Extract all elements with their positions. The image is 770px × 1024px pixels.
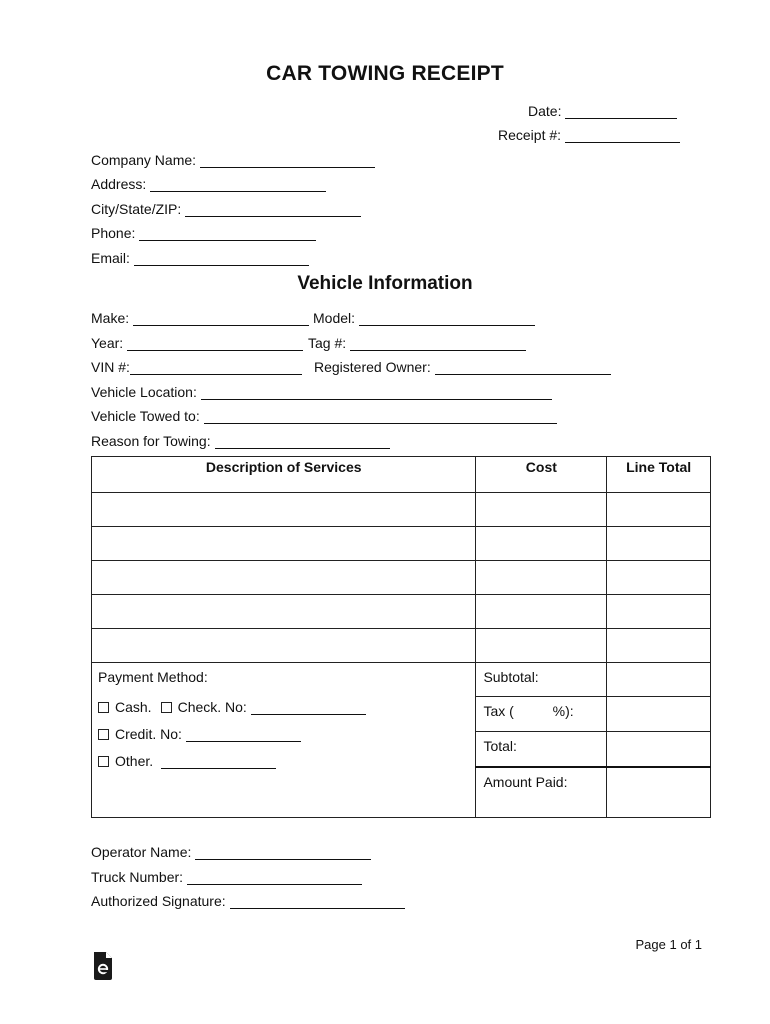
vehicle-location-line[interactable]: [201, 387, 552, 400]
reason-for-towing-line[interactable]: [215, 436, 390, 449]
payment-credit-line: [98, 726, 469, 742]
company-name-line[interactable]: [200, 155, 375, 168]
line-total-header: Line Total: [607, 457, 711, 493]
description-cell[interactable]: [92, 595, 476, 629]
date-label: Date:: [528, 103, 562, 119]
vin-label: VIN #:: [91, 359, 130, 375]
line-total-cell[interactable]: [607, 493, 711, 527]
model-label: Model:: [313, 310, 356, 326]
page-number: Page 1 of 1: [635, 937, 702, 952]
table-row[interactable]: [92, 561, 711, 595]
other-checkbox[interactable]: [98, 756, 109, 767]
date-line[interactable]: [565, 106, 677, 119]
description-cell[interactable]: [92, 527, 476, 561]
vehicle-location-label: Vehicle Location:: [91, 384, 197, 400]
registered-owner-field[interactable]: [314, 359, 611, 375]
receipt-number-field[interactable]: [498, 127, 680, 143]
services-table: [91, 456, 711, 818]
description-cell[interactable]: [92, 561, 476, 595]
table-row[interactable]: [92, 493, 711, 527]
city-state-zip-label: City/State/ZIP:: [91, 201, 182, 217]
receipt-number-label: Receipt #:: [498, 127, 562, 143]
tax-label: Tax ( %):: [476, 697, 607, 732]
authorized-signature-field[interactable]: [91, 893, 405, 909]
payment-method-label: Payment Method:: [98, 669, 208, 685]
check-checkbox[interactable]: [161, 702, 172, 713]
registered-owner-line[interactable]: [435, 362, 611, 375]
operator-name-label: Operator Name:: [91, 844, 192, 860]
subtotal-value-cell[interactable]: [607, 663, 711, 697]
table-row[interactable]: [92, 629, 711, 663]
description-header: Description of Services: [92, 457, 476, 493]
table-row[interactable]: [92, 527, 711, 561]
authorized-signature-line[interactable]: [230, 896, 405, 909]
line-total-cell[interactable]: [607, 595, 711, 629]
payment-cash-check-line: [98, 699, 469, 715]
payment-other-line: [98, 753, 469, 769]
amount-paid-value-cell[interactable]: [607, 767, 711, 818]
cash-label: Cash.: [115, 699, 152, 715]
total-value-cell[interactable]: [607, 732, 711, 767]
year-field[interactable]: [91, 335, 303, 351]
address-label: Address:: [91, 176, 147, 192]
table-header-row: [92, 457, 711, 493]
subtotal-label: Subtotal:: [476, 663, 607, 697]
check-label: Check. No:: [177, 699, 247, 715]
vin-field[interactable]: [91, 359, 302, 375]
email-field[interactable]: [91, 250, 309, 266]
city-state-zip-line[interactable]: [185, 204, 361, 217]
truck-number-line[interactable]: [187, 872, 362, 885]
operator-name-line[interactable]: [195, 847, 371, 860]
address-field[interactable]: [91, 176, 326, 192]
check-number-line[interactable]: [251, 702, 366, 715]
authorized-signature-label: Authorized Signature:: [91, 893, 226, 909]
tag-field[interactable]: [308, 335, 526, 351]
description-cell[interactable]: [92, 629, 476, 663]
reason-for-towing-field[interactable]: [91, 433, 390, 449]
make-field[interactable]: [91, 310, 309, 326]
line-total-cell[interactable]: [607, 561, 711, 595]
truck-number-label: Truck Number:: [91, 869, 184, 885]
payment-method-cell: [92, 663, 476, 818]
credit-number-line[interactable]: [186, 729, 301, 742]
cost-cell[interactable]: [476, 493, 607, 527]
date-field[interactable]: [528, 103, 677, 119]
model-line[interactable]: [359, 313, 535, 326]
total-label: Total:: [476, 732, 607, 767]
phone-label: Phone:: [91, 225, 136, 241]
make-label: Make:: [91, 310, 130, 326]
make-line[interactable]: [133, 313, 309, 326]
registered-owner-label: Registered Owner:: [314, 359, 431, 375]
email-label: Email:: [91, 250, 130, 266]
year-label: Year:: [91, 335, 124, 351]
year-line[interactable]: [127, 338, 303, 351]
company-name-field[interactable]: [91, 152, 375, 168]
vehicle-information-heading: Vehicle Information: [297, 273, 473, 294]
truck-number-field[interactable]: [91, 869, 362, 885]
vin-line[interactable]: [130, 362, 302, 375]
cost-header: Cost: [476, 457, 607, 493]
phone-field[interactable]: [91, 225, 316, 241]
tag-line[interactable]: [350, 338, 526, 351]
address-line[interactable]: [150, 179, 326, 192]
document-title: CAR TOWING RECEIPT: [266, 62, 504, 85]
cash-checkbox[interactable]: [98, 702, 109, 713]
tag-label: Tag #:: [308, 335, 347, 351]
other-line[interactable]: [161, 756, 276, 769]
cost-cell[interactable]: [476, 561, 607, 595]
line-total-cell[interactable]: [607, 527, 711, 561]
email-line[interactable]: [134, 253, 309, 266]
eforms-logo-icon: [92, 952, 114, 983]
line-total-cell[interactable]: [607, 629, 711, 663]
table-row[interactable]: [92, 595, 711, 629]
credit-label: Credit. No:: [115, 726, 182, 742]
city-state-zip-field[interactable]: [91, 201, 361, 217]
amount-paid-label: Amount Paid:: [476, 767, 607, 818]
company-name-label: Company Name:: [91, 152, 197, 168]
other-label: Other.: [115, 753, 154, 769]
cost-cell[interactable]: [476, 527, 607, 561]
operator-name-field[interactable]: [91, 844, 371, 860]
model-field[interactable]: [313, 310, 535, 326]
credit-checkbox[interactable]: [98, 729, 109, 740]
cost-cell[interactable]: [476, 629, 607, 663]
cost-cell[interactable]: [476, 595, 607, 629]
description-cell[interactable]: [92, 493, 476, 527]
vehicle-towed-to-field[interactable]: [91, 408, 557, 424]
vehicle-towed-to-line[interactable]: [204, 411, 557, 424]
phone-line[interactable]: [139, 228, 316, 241]
tax-value-cell[interactable]: [607, 697, 711, 732]
receipt-number-line[interactable]: [565, 130, 680, 143]
reason-for-towing-label: Reason for Towing:: [91, 433, 211, 449]
vehicle-location-field[interactable]: [91, 384, 552, 400]
vehicle-towed-to-label: Vehicle Towed to:: [91, 408, 200, 424]
